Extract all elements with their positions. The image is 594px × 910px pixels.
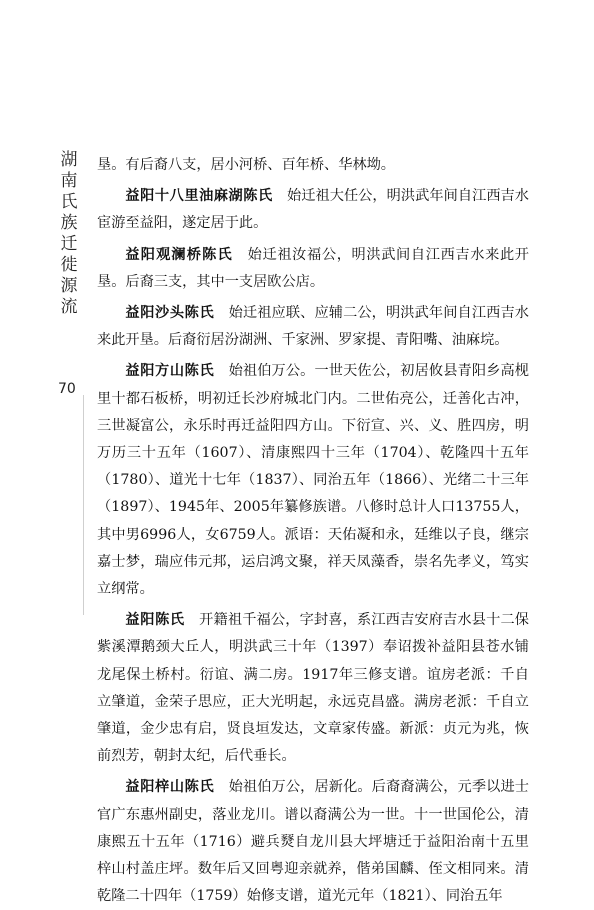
paragraph-text: 垦。有后裔八支，居小河桥、百年桥、华林坳。 [97, 157, 395, 173]
paragraph-text: 始迁祖汝福公，明洪武间自江西吉水来此开垦。后裔三支，其中一支居欧公店。 [97, 246, 529, 290]
paragraph [97, 152, 529, 179]
clan-heading: 益阳陈氏 [125, 612, 185, 629]
paragraph-text: 开籍祖千福公，字封喜，系江西吉安府吉水县十二保紫溪潭鹅颈大丘人，明洪武三十年（1397）奉诏拨补益阳县苍水铺龙尾保土桥村。衍谊、满二房。1917年三修支谱。谊房老派：千自立肇道，金荣子思应，正大光明起，永远克昌盛。满房老派：千自立肇道，金少忠有启，贤良垣发达，文章家传盛。新派：贞元为兆，恢前烈芳，朝封太纪，后代垂长。 [97, 612, 529, 765]
paragraph [97, 183, 529, 237]
clan-heading: 益阳观澜桥陈氏 [125, 246, 233, 263]
paragraph-text: 始祖伯万公，居新化。后裔裔满公，元季以进士官广东惠州副史，落业龙川。谱以裔满公为一世。十一世国伦公，清康熙五十五年（1716）避兵燹自龙川县大坪塘迁于益阳治南十五里梓山村盖庄坪。数年后又回粤迎亲就养，偕弟国麟、侄文相同来。清乾隆二十四年（1759）始修支谱，道光元年（1821）、同治五年 [97, 779, 529, 905]
paragraph [97, 607, 529, 770]
page-number: 70 [58, 381, 76, 397]
clan-heading: 益阳梓山陈氏 [125, 779, 215, 796]
body-text [97, 152, 529, 910]
paragraph-text: 始迁祖大任公，明洪武年间自江西吉水宦游至益阳，遂定居于此。 [97, 188, 529, 232]
running-head-title: 湖南氏族迁徙源流 [60, 150, 78, 317]
paragraph-text: 始祖伯万公。一世天佐公，初居攸县青阳乡高枧里十都石板桥，明初迁长沙府城北门内。二世佑亮公，迁善化古冲，三世凝富公，永乐时再迁益阳四方山。下衍宣、兴、义、胜四房，明万历三十五年（1607）、清康熙四十三年（1704）、乾隆四十五年（1780）、道光十七年（1837）、同治五年（1866）、光绪二十三年（1897）、1945年、2005年纂修族谱。八修时总计人口13755人，其中男6996人，女6759人。派语：天佑凝和永，廷维以子良，继宗嘉士梦，瑞应伟元邦，运启鸿文聚，祥天凤藻香，崇名先孝义，笃实立纲常。 [97, 363, 529, 598]
clan-heading: 益阳沙头陈氏 [125, 305, 215, 322]
paragraph [97, 300, 529, 354]
margin-rule [83, 395, 84, 615]
clan-heading: 益阳方山陈氏 [125, 363, 215, 380]
paragraph-text: 始迁祖应联、应辅二公，明洪武年间自江西吉水来此开垦。后裔衍居汾湖洲、千家洲、罗家提、青阳嘴、油麻垸。 [97, 305, 529, 349]
clan-heading: 益阳十八里油麻湖陈氏 [125, 188, 273, 205]
paragraph [97, 358, 529, 603]
paragraph [97, 774, 529, 910]
paragraph [97, 242, 529, 296]
